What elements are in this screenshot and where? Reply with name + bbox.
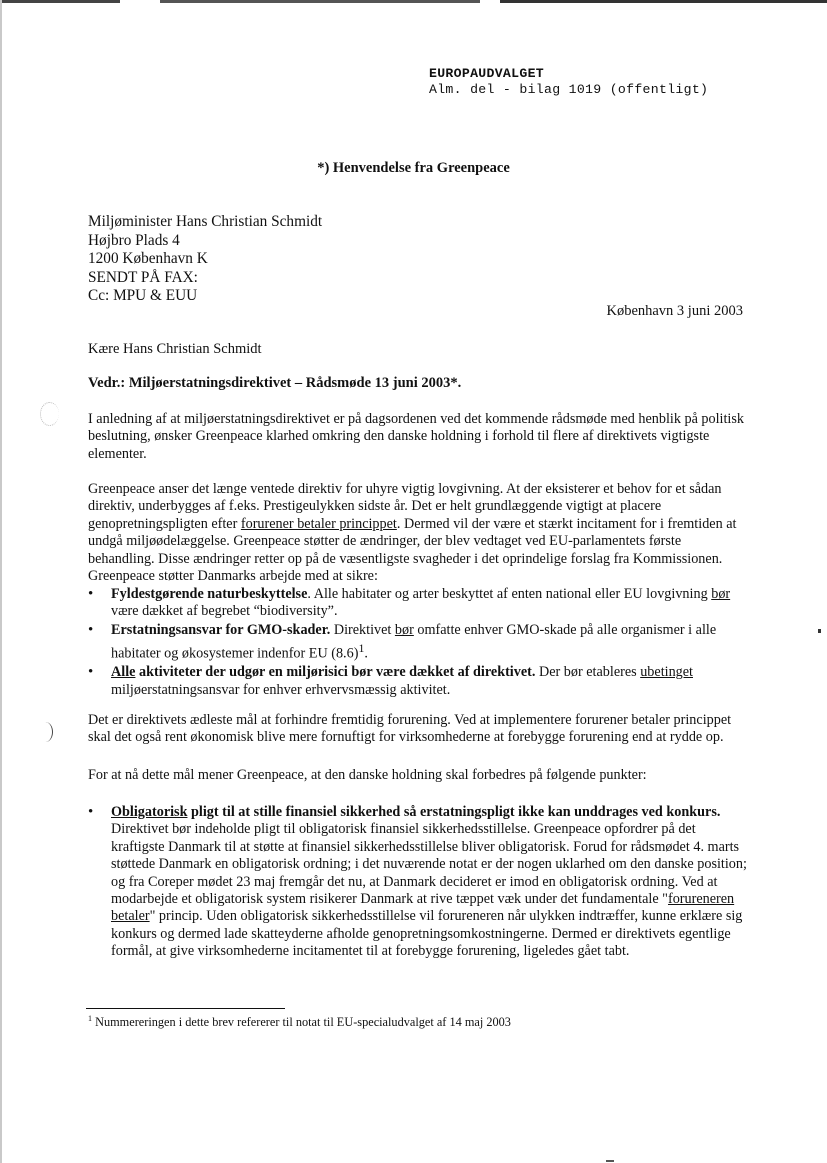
document-stamp	[429, 66, 708, 98]
committee-name: EUROPAUDVALGET	[429, 66, 544, 81]
item-underlined: bør	[711, 586, 731, 602]
item-heading-underlined: Obligatorisk	[111, 804, 188, 820]
recipient-city: 1200 København K	[88, 250, 208, 267]
item-heading-underlined: Alle	[111, 664, 136, 681]
item-heading: pligt til at stille finansiel sikkerhed så erstatningspligt ikke kan unddrages ved konkurs.	[187, 804, 721, 820]
item-heading: aktiviteter der udgør en miljørisici bør være dækket af direktivet.	[135, 664, 536, 681]
document-reference: Alm. del - bilag 1019 (offentligt)	[429, 82, 709, 97]
list-item	[88, 804, 750, 961]
item-underlined: forureneren betaler	[111, 891, 735, 925]
paragraph-points-intro: For at nå dette mål mener Greenpeace, at den danske holdning skal forbedres på følgende punkter:	[88, 767, 647, 783]
scan-artifact	[40, 402, 59, 426]
item-text: omfatte enhver GMO-skade på alle organismer i alle habitater og økosystemer indenfor EU (8.6)	[111, 622, 717, 662]
item-text: miljøerstatningsansvar for enhver erhvervsmæssig aktivitet.	[111, 681, 451, 698]
address-block	[88, 213, 322, 306]
scan-artifact	[38, 722, 53, 742]
item-heading: Erstatningsansvar for GMO-skader.	[111, 622, 331, 639]
item-underlined: bør	[394, 622, 414, 639]
item-text: være dækket af begrebet “biodiversity”.	[111, 603, 338, 620]
recipient-name: Miljøminister Hans Christian Schmidt	[88, 213, 323, 230]
paragraph-text: Greenpeace anser det længe ventede direktiv for uhyre vigtig lovgivning. At der eksisterer et behov for et sådan direktiv, underbygges af f.eks. Prestigeulykken sidste år. Det er helt grundlæggende vigtigt at placere genopretningspligten efter	[88, 481, 722, 532]
recipient-street: Højbro Plads 4	[88, 231, 180, 249]
scan-artifact	[606, 1160, 614, 1162]
item-underlined: ubetinget	[640, 664, 693, 681]
footnote	[88, 1014, 511, 1030]
list-item	[88, 622, 750, 663]
letter-date: København 3 juni 2003	[606, 303, 743, 319]
improvement-list	[88, 804, 750, 962]
list-item	[88, 664, 750, 699]
subject-line: *) Henvendelse fra Greenpeace	[317, 160, 510, 176]
item-heading: Fyldestgørende naturbeskyttelse	[111, 586, 308, 602]
scan-top-border	[0, 0, 827, 3]
sent-via: SENDT PÅ FAX:	[88, 268, 198, 286]
paragraph-goal: Det er direktivets ædleste mål at forhindre fremtidig forurening. Ved at implementere forurener betaler princippet skal det også rent økonomisk blive mere fornuftigt for virksomhederne at forebygge forurening end at rydde op.	[88, 712, 732, 746]
paragraph-intro: I anledning af at miljøerstatningsdirektivet er på dagsordenen ved det kommende rådsmøde med henblik på politisk beslutning, ønsker Greenpeace klarhed omkring den danske holdning i forhold til flere af direktivets vigtigste elementer.	[88, 411, 744, 462]
paragraph-text: . Dermed vil der være et stærkt incitament for i fremtiden at undgå miljøødelæggelse. Greenpeace støtter de ændringer, der blev vedtaget ved EU-parlamentets første behandling. Disse ændringer retter op på de væsentligste svagheder i det oprindelige forslag fra Kommissionen. Greenpeace støtter Danmarks arbejde med at sikre:	[88, 515, 737, 585]
list-item	[88, 586, 750, 621]
footnote-marker: 1	[88, 1014, 92, 1023]
paragraph-background	[88, 481, 750, 585]
footnote-ref: 1	[358, 640, 365, 655]
scan-artifact	[818, 629, 821, 633]
underlined-text: forurener betaler princippet	[240, 515, 397, 532]
support-list	[88, 586, 750, 701]
item-text: Der bør etableres	[535, 664, 641, 681]
footnote-text: Nummereringen i dette brev refererer til notat til EU-specialudvalget af 14 maj 2003	[92, 1015, 511, 1030]
cc-line: Cc: MPU & EUU	[88, 287, 198, 304]
item-text: Direktivet	[330, 622, 395, 639]
item-text: " princip. Uden obligatorisk sikkerhedsstillelse vil forureneren når ulykken indtræffer, kunne erklære sig konkurs og dermed lade skatteyderne afholde genopretningsomkostningerne. Dermed er direktivets egentlige formål, at give virksomhederne incitamentet til at forebygge forurening, ligeledes gået tabt.	[111, 908, 743, 960]
greeting: Kære Hans Christian Schmidt	[88, 341, 262, 357]
item-text: . Alle habitater og arter beskyttet af enten national eller EU lovgivning	[307, 586, 712, 602]
item-text: Direktivet bør indeholde pligt til obligatorisk finansiel sikkerhedsstillelse. Greenpeace opfordrer på det kraftigste Danmark til at støtte at finansiel sikkerhedsstillelse bliver obligatorisk. Forud for rådsmødet 4. marts støttede Danmark en obligatorisk ordning; i det nuværende notat er der nogen uklarhed om den danske position; og fra Coreper mødet 23 maj fremgår det nu, at Danmark decideret er imod en obligatorisk ordning. Ved at modarbejde et obligatorisk system risikerer Danmark at rive tæppet væk under det fundamentale "	[111, 821, 747, 908]
item-text: .	[364, 645, 368, 662]
letter-subject: Vedr.: Miljøerstatningsdirektivet – Rådsmøde 13 juni 2003*.	[88, 375, 462, 391]
footnote-divider	[86, 1008, 285, 1009]
